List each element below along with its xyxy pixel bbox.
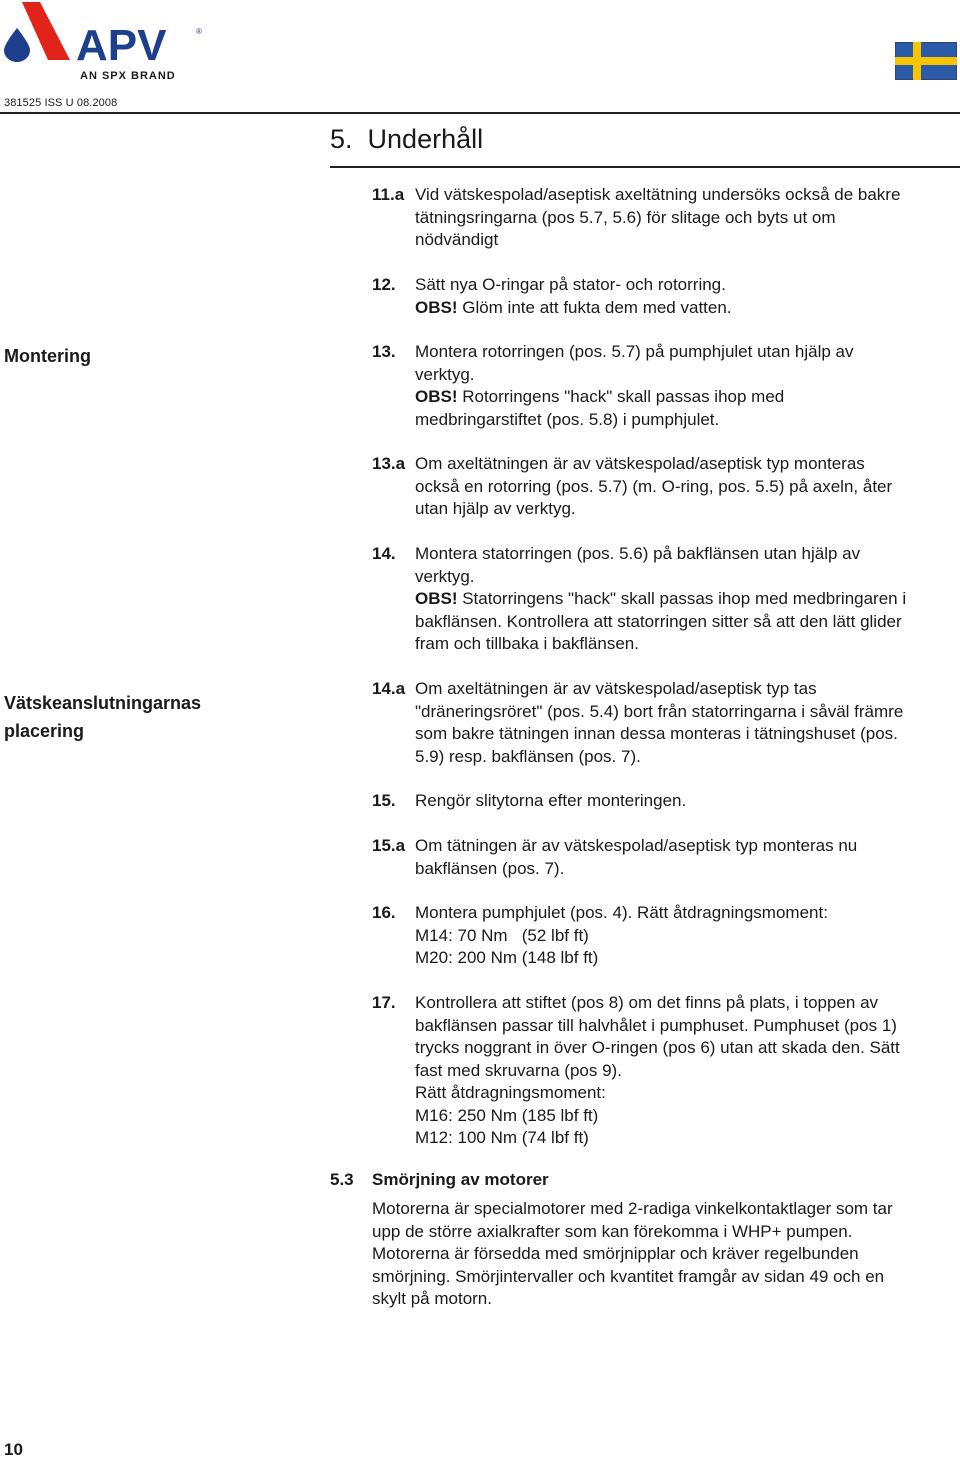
instruction-line-text: också en rotorring (pos. 5.7) (m. O-ring, pos. 5.5) på axeln, åter [415,476,893,496]
instruction-line-text: Montera rotorringen (pos. 5.7) på pumphjulet utan hjälp av [415,342,854,361]
instruction-line [415,1037,960,1060]
apv-logo-registered: ® [196,27,202,36]
instruction-number: 15.a [372,836,406,855]
instruction-line-text: fram och tillbaka i bakflänsen. [415,634,639,653]
instruction-line-text: utan hjälp av verktyg. [415,499,576,518]
instruction-line [415,1060,960,1083]
instruction-line [415,947,960,970]
instruction-text [415,790,960,813]
instruction-line-text: fast med skruvarna (pos 9). [415,1060,622,1080]
subsection-body [372,1198,960,1311]
instruction-line [415,341,960,364]
instruction-text [415,678,960,768]
document-id: 381525 ISS U 08.2008 [4,97,118,109]
instruction-number: 13.a [372,454,406,473]
instruction-line-text: Rätt åtdragningsmoment: [415,1083,606,1102]
instruction-item [372,902,960,970]
instruction-line [415,992,960,1015]
instruction-text [415,453,960,521]
instruction-line [415,409,960,432]
instruction-text [415,992,960,1150]
apv-logo [0,0,210,82]
instruction-line-text: Montera pumphjulet (pos. 4). Rätt åtdragningsmoment: [415,903,828,922]
instruction-line [415,858,960,881]
swedish-flag-icon [895,42,957,80]
instruction-line-text: Montera statorringen (pos. 5.6) på bakflänsen utan hjälp av [415,544,861,563]
instruction-line-text: 5.9) resp. bakflänsen (pos. 7). [415,746,641,766]
section-title-rule [330,166,960,168]
instruction-text [415,341,960,431]
instruction-item [372,341,960,431]
instruction-item [372,835,960,880]
instruction-text [415,902,960,970]
instruction-line [415,566,960,589]
instruction-item [372,543,960,656]
instruction-line [415,543,960,566]
instruction-line-text: Sätt nya O-ringar på stator- och rotorring. [415,275,726,294]
instruction-line [415,790,960,813]
instruction-line-text: Kontrollera att stiftet (pos 8) om det finns på plats, i toppen av [415,993,879,1012]
instruction-number: 15. [372,791,396,810]
instruction-line [415,297,960,320]
instruction-text [415,184,960,252]
instruction-line-text: medbringarstiftet (pos. 5.8) i pumphjulet. [415,409,720,429]
instruction-number: 16. [372,903,396,922]
instruction-line-text: "dräneringsröret" (pos. 5.4) bort från statorringarna i såväl främre [415,701,904,721]
sidebar-heading-vatskeanslutningar [4,689,224,745]
instruction-number: 12. [372,275,396,294]
apv-logo-wordmark: APV [76,21,167,70]
instruction-line [415,498,960,521]
instruction-number: 13. [372,342,396,361]
instruction-line-text: M16: 250 Nm (185 lbf ft) [415,1105,599,1125]
instruction-line [415,184,960,207]
instruction-line [415,611,960,634]
instruction-item [372,790,960,813]
instruction-line [415,274,960,297]
section-number: 5. [330,124,353,154]
instruction-item [372,453,960,521]
instruction-item [372,184,960,252]
instruction-text [415,274,960,319]
instruction-line-text: nödvändigt [415,230,499,249]
instruction-line [415,902,960,925]
instruction-line [415,1015,960,1038]
instruction-line [415,701,960,724]
instruction-line-text: M20: 200 Nm (148 lbf ft) [415,948,599,967]
instruction-item [372,678,960,768]
instruction-line-text: som bakre tätningen innan dessa monteras i tätningshuset (pos. [415,724,898,743]
instruction-line [415,723,960,746]
instruction-item [372,274,960,319]
instruction-line-text: Statorringens "hack" skall passas ihop med medbringaren i [457,589,907,608]
sidebar-heading-montering: Montering [4,346,91,366]
instruction-line-text: Om axeltätningen är av vätskespolad/aseptisk typ monteras [415,454,865,473]
instruction-line [415,746,960,769]
instruction-line-text: verktyg. [415,566,475,586]
instruction-line-text: M14: 70 Nm (52 lbf ft) [415,925,589,945]
instruction-line-text: bakflänsen (pos. 7). [415,858,565,878]
instruction-line [415,925,960,948]
subsection-body-line: Motorerna är specialmotorer med 2-radiga vinkelkontaktlager som tar [372,1199,893,1218]
sidebar-heading-line: Vätskeanslutningarnas [4,693,202,713]
subsection-number: 5.3 [330,1170,354,1189]
instruction-line [415,588,960,611]
instruction-line-text: Rengör slitytorna efter monteringen. [415,791,687,810]
instruction-line [415,633,960,656]
instruction-line [415,453,960,476]
instruction-number: 14. [372,544,396,563]
subsection-title: Smörjning av motorer [372,1170,549,1189]
instruction-line [415,364,960,387]
subsection-body-line: skylt på motorn. [372,1289,492,1308]
instruction-line [415,835,960,858]
instruction-line-text: Om tätningen är av vätskespolad/aseptisk typ monteras nu [415,836,858,855]
apv-logo-drop [4,28,30,62]
instruction-line [415,678,960,701]
obs-label: OBS! [415,387,458,406]
instruction-line [415,1082,960,1105]
instruction-text [415,543,960,656]
instruction-line-text: bakflänsen. Kontrollera att statorringen sitter så att den lätt glider [415,611,902,631]
section-title-text: Underhåll [367,124,484,154]
instruction-line [415,476,960,499]
instruction-line-text: M12: 100 Nm (74 lbf ft) [415,1128,589,1147]
instruction-line-text: Glöm inte att fukta dem med vatten. [457,297,732,317]
instruction-line-text: trycks noggrant in över O-ringen (pos 6) utan att skada den. Sätt [415,1038,900,1057]
instruction-line-text: Vid vätskespolad/aseptisk axeltätning undersöks också de bakre [415,185,901,204]
subsection-body-line: upp de större axialkrafter som kan förekomma i WHP+ pumpen. [372,1221,853,1241]
instruction-line [415,1105,960,1128]
section-title [330,124,483,155]
instruction-number: 11.a [372,185,405,204]
instruction-number: 14.a [372,679,406,698]
instruction-line-text: verktyg. [415,364,475,384]
instruction-line-text: tätningsringarna (pos 5.7, 5.6) för slitage och byts ut om [415,207,836,227]
subsection-body-line: smörjning. Smörjintervaller och kvantitet framgår av sidan 49 och en [372,1266,885,1286]
header-rule [0,112,960,114]
obs-label: OBS! [415,297,458,317]
apv-logo-tagline: AN SPX BRAND [80,70,176,82]
obs-label: OBS! [415,589,458,608]
instruction-item [372,992,960,1150]
sidebar-heading-line: placering [4,721,85,741]
instruction-text [415,835,960,880]
subsection-body-line: Motorerna är försedda med smörjnipplar och kräver regelbunden [372,1244,859,1263]
instruction-line [415,207,960,230]
instruction-number: 17. [372,993,396,1012]
instruction-line-text: bakflänsen passar till halvhålet i pumphuset. Pumphuset (pos 1) [415,1015,897,1035]
instruction-line [415,229,960,252]
instruction-line [415,1127,960,1150]
instruction-line-text: Om axeltätningen är av vätskespolad/aseptisk typ tas [415,679,817,698]
page-number: 10 [4,1440,23,1459]
instruction-line [415,386,960,409]
instruction-line-text: Rotorringens "hack" skall passas ihop med [457,387,785,406]
